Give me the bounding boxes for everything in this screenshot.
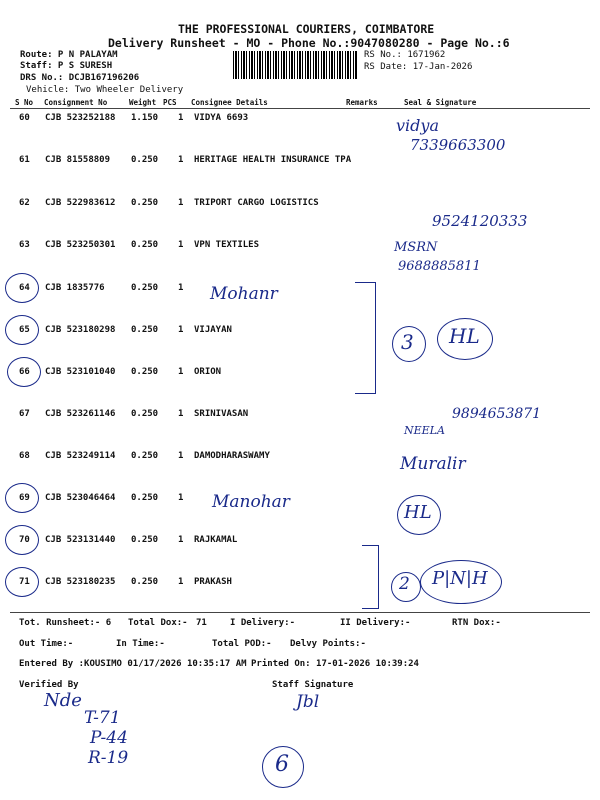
bracket-mark-2 (362, 545, 379, 609)
row-weight: 0.250 (131, 535, 159, 545)
header-divider (10, 108, 590, 109)
row-consignee: HERITAGE HEALTH INSURANCE TPA (194, 155, 352, 165)
circle-sno-64 (5, 273, 39, 303)
row-pcs: 1 (178, 198, 184, 208)
row-pcs: 1 (178, 577, 184, 587)
row-weight: 0.250 (131, 198, 159, 208)
row-consignment: CJB 523261146 (45, 409, 116, 419)
row-consignee: RAJKAMAL (194, 535, 238, 545)
vehicle-label: Vehicle: Two Wheeler Delivery (26, 85, 184, 95)
circle-sno-65 (5, 315, 39, 345)
row-consignment: CJB 81558809 (45, 155, 111, 165)
row-sno: 69 (19, 493, 30, 503)
i-delivery: I Delivery:- (230, 618, 296, 628)
row-consignment: CJB 523252188 (45, 113, 116, 123)
total-pod: Total POD:- (212, 639, 272, 649)
table-bottom-divider (10, 612, 590, 613)
row-weight: 1.150 (131, 113, 159, 123)
row-consignee: ORION (194, 367, 222, 377)
row-pcs: 1 (178, 283, 184, 293)
in-time: In Time:- (116, 639, 165, 649)
col-sno: S No (15, 98, 34, 107)
handwritten-phone-2: 9524120333 (432, 212, 528, 230)
col-remarks: Remarks (346, 98, 378, 107)
row-pcs: 1 (178, 409, 184, 419)
row-pcs: 1 (178, 367, 184, 377)
row-pcs: 1 (178, 240, 184, 250)
handwritten-murali: Muralir (400, 454, 466, 474)
row-sno: 63 (19, 240, 30, 250)
row-pcs: 1 (178, 451, 184, 461)
circle-sno-69 (5, 483, 39, 513)
row-sno: 67 (19, 409, 30, 419)
total-dox-label: Total Dox:- (128, 618, 188, 628)
row-sno: 71 (19, 577, 30, 587)
row-consignment: CJB 523101040 (45, 367, 116, 377)
staff-label: Staff: P S SURESH (20, 61, 113, 71)
row-consignment: CJB 1835776 (45, 283, 105, 293)
row-weight: 0.250 (131, 240, 159, 250)
row-pcs: 1 (178, 113, 184, 123)
delvy-points: Delvy Points:- (290, 639, 366, 649)
handwritten-verified-sig: Nde (44, 690, 82, 711)
handwritten-phone-1: 7339663300 (410, 136, 506, 154)
row-consignee: DAMODHARASWAMY (194, 451, 270, 461)
row-consignment: CJB 523131440 (45, 535, 116, 545)
ii-delivery: II Delivery:- (340, 618, 411, 628)
row-consignee: SRINIVASAN (194, 409, 249, 419)
company-title: THE PROFESSIONAL COURIERS, COIMBATORE (178, 22, 435, 36)
row-weight: 0.250 (131, 283, 159, 293)
row-pcs: 1 (178, 493, 184, 503)
row-consignment: CJB 522983612 (45, 198, 116, 208)
row-pcs: 1 (178, 325, 184, 335)
col-pcs: PCS (163, 98, 177, 107)
entered-by: Entered By :KOUSIMO 01/17/2026 10:35:17 AM (19, 659, 247, 669)
row-consignee: VPN TEXTILES (194, 240, 260, 250)
row-sno: 60 (19, 113, 30, 123)
drs-number: DRS No.: DCJB167196206 (20, 73, 140, 83)
row-consignment: CJB 523046464 (45, 493, 116, 503)
row-weight: 0.250 (131, 577, 159, 587)
handwritten-msrn: MSRN (394, 240, 438, 255)
handwritten-staff-sig: Jbl (296, 692, 320, 712)
handwritten-neela: NEELA (404, 424, 445, 437)
out-time: Out Time:- (19, 639, 74, 649)
tot-runsheet: Tot. Runsheet:- 6 (19, 618, 112, 628)
row-weight: 0.250 (131, 155, 159, 165)
route-label: Route: P N PALAYAM (20, 50, 118, 60)
row-consignment: CJB 523180235 (45, 577, 116, 587)
runsheet-subtitle: Delivery Runsheet - MO - Phone No.:9047080280 - Page No.:6 (108, 36, 510, 50)
row-weight: 0.250 (131, 325, 159, 335)
row-weight: 0.250 (131, 409, 159, 419)
staff-signature-label: Staff Signature (272, 680, 354, 690)
handwritten-manohar: Manohar (212, 492, 290, 512)
rs-date: RS Date: 17-Jan-2026 (364, 62, 473, 72)
verified-by: Verified By (19, 680, 79, 690)
row-sno: 61 (19, 155, 30, 165)
circle-sno-70 (5, 525, 39, 555)
bracket-mark (355, 282, 376, 394)
row-consignee: VIJAYAN (194, 325, 232, 335)
circle-sno-71 (5, 567, 39, 597)
rtn-dox: RTN Dox:- (452, 618, 501, 628)
handwritten-three: 3 (401, 330, 414, 354)
row-consignment: CJB 523180298 (45, 325, 116, 335)
row-weight: 0.250 (131, 367, 159, 377)
row-sno: 68 (19, 451, 30, 461)
row-sno: 64 (19, 283, 30, 293)
row-sno: 65 (19, 325, 30, 335)
col-weight: Weight (129, 98, 157, 107)
row-consignee: VIDYA 6693 (194, 113, 249, 123)
circle-sno-66 (7, 357, 41, 387)
handwritten-tally-1: T-71 (84, 708, 121, 728)
row-sno: 70 (19, 535, 30, 545)
col-consignment: Consignment No (44, 98, 108, 107)
row-weight: 0.250 (131, 451, 159, 461)
handwritten-tally-2: P-44 (90, 728, 128, 748)
barcode-image (233, 51, 358, 79)
handwritten-tally-3: R-19 (88, 748, 129, 768)
row-consignee: TRIPORT CARGO LOGISTICS (194, 198, 319, 208)
row-weight: 0.250 (131, 493, 159, 503)
handwritten-hl-1: HL (449, 324, 480, 348)
printed-on: Printed On: 17-01-2026 10:39:24 (251, 659, 419, 669)
handwritten-mohan: Mohanr (210, 284, 278, 304)
row-sno: 62 (19, 198, 30, 208)
rs-number: RS No.: 1671962 (364, 50, 446, 60)
handwritten-six: 6 (275, 752, 289, 777)
row-pcs: 1 (178, 535, 184, 545)
row-consignee: PRAKASH (194, 577, 232, 587)
row-consignment: CJB 523250301 (45, 240, 116, 250)
row-sno: 66 (19, 367, 30, 377)
row-pcs: 1 (178, 155, 184, 165)
row-consignment: CJB 523249114 (45, 451, 116, 461)
handwritten-hl-2: HL (404, 502, 432, 523)
handwritten-phone-3: 9688885811 (398, 259, 481, 274)
handwritten-two: 2 (399, 574, 410, 594)
total-dox-value: 71 (196, 618, 207, 628)
col-consignee: Consignee Details (191, 98, 268, 107)
handwritten-pnh: P|N|H (432, 568, 488, 589)
handwritten-vidya: vidya (396, 116, 439, 135)
handwritten-phone-4: 9894653871 (452, 406, 542, 422)
col-seal: Seal & Signature (404, 98, 477, 107)
